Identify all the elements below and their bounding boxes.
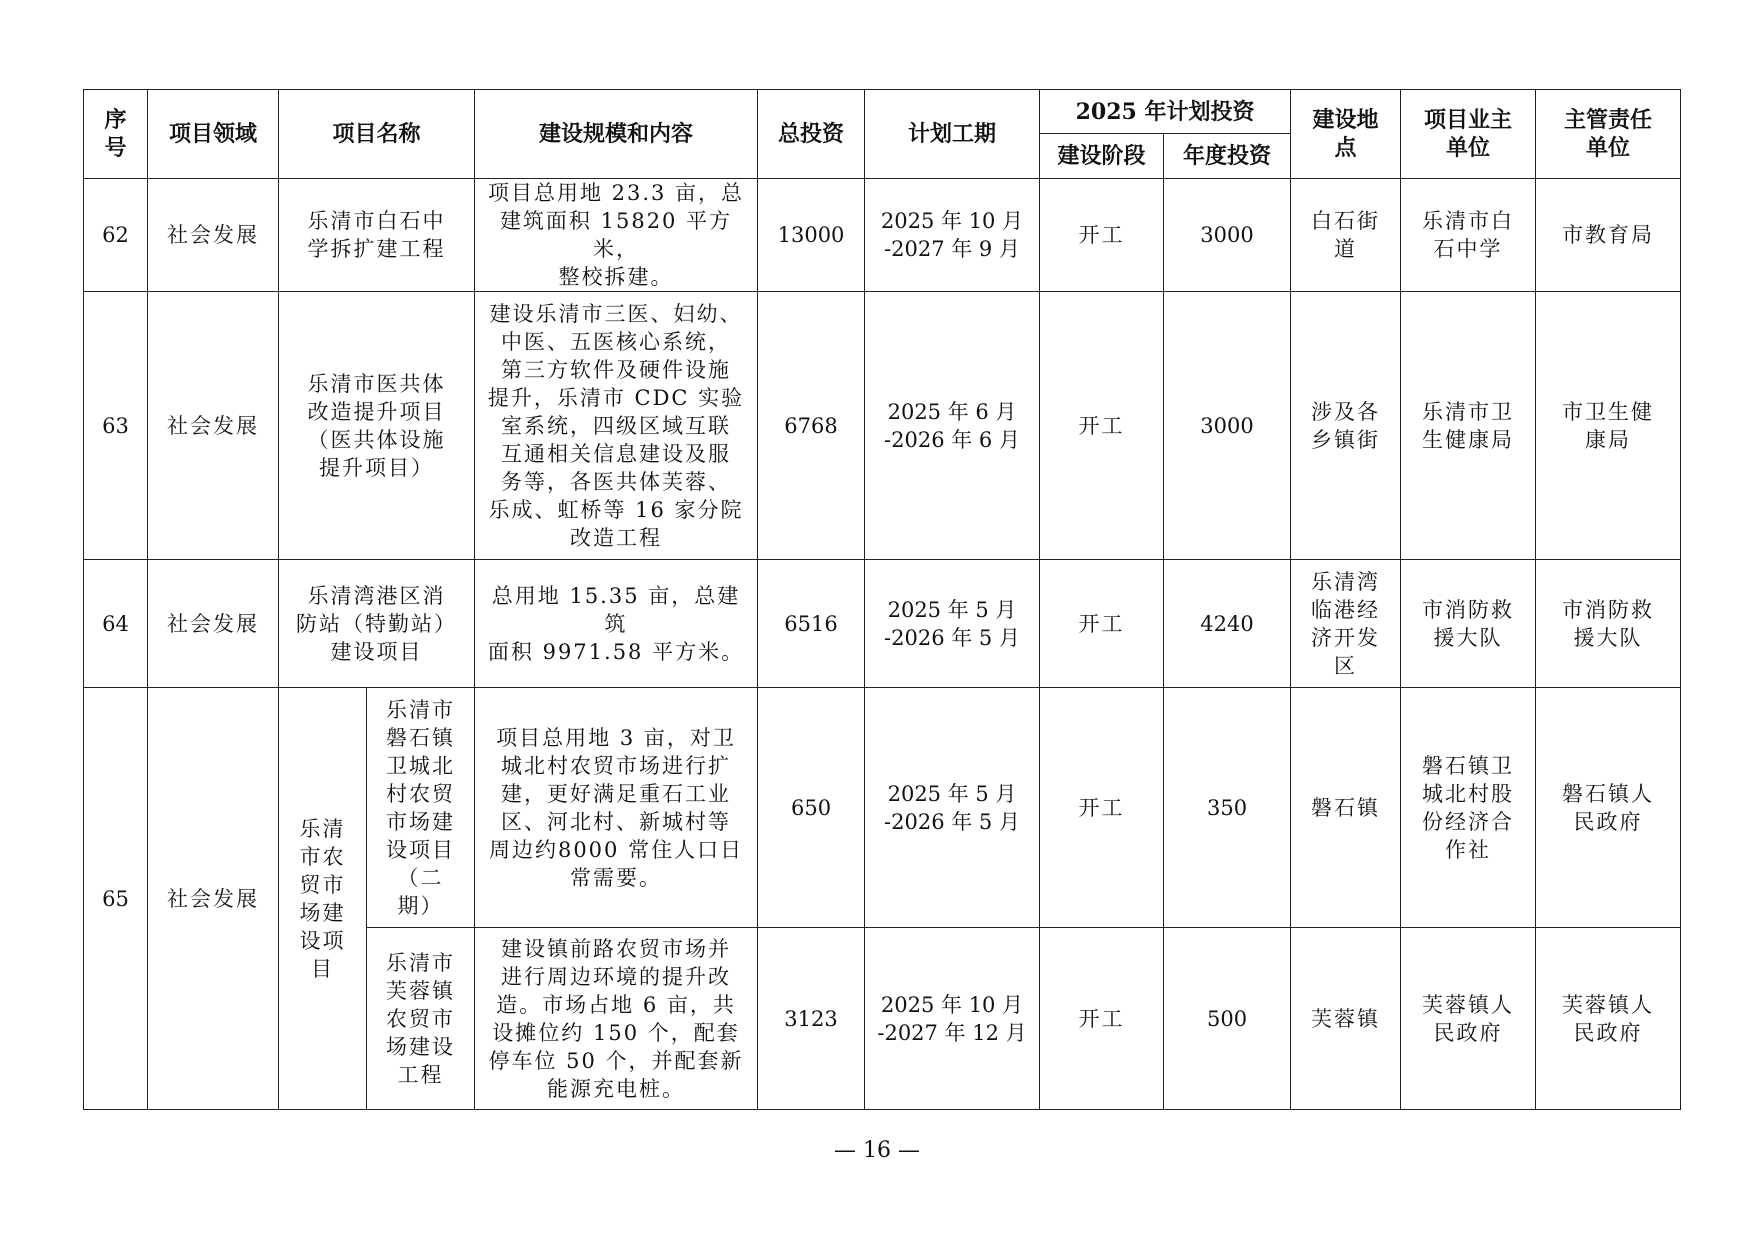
cell-field: 社会发展: [148, 560, 279, 688]
cell-location: 白石街 道: [1291, 179, 1401, 292]
cell-no: 63: [84, 292, 148, 560]
cell-dept: 市卫生健 康局: [1536, 292, 1681, 560]
cell-location: 涉及各 乡镇街: [1291, 292, 1401, 560]
header-plan-2025: 2025 年计划投资: [1040, 90, 1291, 134]
cell-stage: 开工: [1040, 928, 1164, 1110]
cell-scale: 项目总用地 3 亩，对卫 城北村农贸市场进行扩 建，更好满足重石工业 区、河北村、新城村等 周边约8000 常住人口日 常需要。: [475, 688, 758, 928]
header-row-1: [84, 90, 1681, 134]
header-field: 项目领域: [148, 90, 279, 179]
header-annual: 年度投资: [1164, 134, 1291, 179]
cell-total: 650: [758, 688, 865, 928]
cell-total: 6768: [758, 292, 865, 560]
cell-name: 乐清市医共体 改造提升项目 （医共体设施 提升项目）: [279, 292, 475, 560]
cell-period: 2025 年 10 月 -2027 年 9 月: [865, 179, 1040, 292]
cell-field: 社会发展: [148, 179, 279, 292]
cell-scale: 建设乐清市三医、妇幼、 中医、五医核心系统， 第三方软件及硬件设施 提升，乐清市 CDC 实验 室系统，四级区域互联 互通相关信息建设及服 务等，各医共体芙蓉、 乐成、虹桥等 16 家分院 改造工程: [475, 292, 758, 560]
header-name: 项目名称: [279, 90, 475, 179]
header-period: 计划工期: [865, 90, 1040, 179]
cell-sub-name: 乐清市 磐石镇 卫城北 村农贸 市场建 设项目 （二 期）: [367, 688, 475, 928]
cell-annual: 500: [1164, 928, 1291, 1110]
header-scale: 建设规模和内容: [475, 90, 758, 179]
cell-annual: 4240: [1164, 560, 1291, 688]
cell-owner: 芙蓉镇人 民政府: [1401, 928, 1536, 1110]
cell-dept: 市教育局: [1536, 179, 1681, 292]
cell-stage: 开工: [1040, 688, 1164, 928]
page-number: — 16 —: [834, 1138, 920, 1163]
cell-scale: 建设镇前路农贸市场并 进行周边环境的提升改 造。市场占地 6 亩，共 设摊位约 150 个，配套 停车位 50 个，并配套新 能源充电桩。: [475, 928, 758, 1110]
cell-total: 6516: [758, 560, 865, 688]
cell-no: 65: [84, 688, 148, 1110]
cell-owner: 乐清市白 石中学: [1401, 179, 1536, 292]
cell-no: 62: [84, 179, 148, 292]
cell-dept: 芙蓉镇人 民政府: [1536, 928, 1681, 1110]
cell-annual: 3000: [1164, 179, 1291, 292]
cell-sub-name: 乐清市 芙蓉镇 农贸市 场建设 工程: [367, 928, 475, 1110]
cell-dept: 市消防救 援大队: [1536, 560, 1681, 688]
cell-total: 13000: [758, 179, 865, 292]
table-row: [84, 179, 1681, 292]
cell-stage: 开工: [1040, 179, 1164, 292]
cell-location: 芙蓉镇: [1291, 928, 1401, 1110]
cell-field: 社会发展: [148, 292, 279, 560]
cell-stage: 开工: [1040, 292, 1164, 560]
cell-dept: 磐石镇人 民政府: [1536, 688, 1681, 928]
table-row: [84, 292, 1681, 560]
cell-scale: 总用地 15.35 亩，总建筑 面积 9971.58 平方米。: [475, 560, 758, 688]
cell-period: 2025 年 10 月 -2027 年 12 月: [865, 928, 1040, 1110]
cell-scale: 项目总用地 23.3 亩，总 建筑面积 15820 平方米， 整校拆建。: [475, 179, 758, 292]
cell-name: 乐清湾港区消 防站（特勤站） 建设项目: [279, 560, 475, 688]
cell-period: 2025 年 5 月 -2026 年 5 月: [865, 688, 1040, 928]
cell-group-name: 乐清 市农 贸市 场建 设项 目: [279, 688, 367, 1110]
cell-no: 64: [84, 560, 148, 688]
header-stage: 建设阶段: [1040, 134, 1164, 179]
cell-owner: 磐石镇卫 城北村股 份经济合 作社: [1401, 688, 1536, 928]
cell-annual: 3000: [1164, 292, 1291, 560]
cell-location: 磐石镇: [1291, 688, 1401, 928]
header-total: 总投资: [758, 90, 865, 179]
table-row: [84, 560, 1681, 688]
cell-period: 2025 年 6 月 -2026 年 6 月: [865, 292, 1040, 560]
cell-owner: 乐清市卫 生健康局: [1401, 292, 1536, 560]
table-row: [84, 688, 1681, 928]
cell-period: 2025 年 5 月 -2026 年 5 月: [865, 560, 1040, 688]
cell-name: 乐清市白石中 学拆扩建工程: [279, 179, 475, 292]
cell-stage: 开工: [1040, 560, 1164, 688]
cell-total: 3123: [758, 928, 865, 1110]
cell-field: 社会发展: [148, 688, 279, 1110]
header-dept: 主管责任 单位: [1536, 90, 1681, 179]
header-owner: 项目业主 单位: [1401, 90, 1536, 179]
header-location: 建设地 点: [1291, 90, 1401, 179]
cell-location: 乐清湾 临港经 济开发 区: [1291, 560, 1401, 688]
cell-owner: 市消防救 援大队: [1401, 560, 1536, 688]
project-table: [83, 89, 1681, 1110]
cell-annual: 350: [1164, 688, 1291, 928]
header-no: 序 号: [84, 90, 148, 179]
